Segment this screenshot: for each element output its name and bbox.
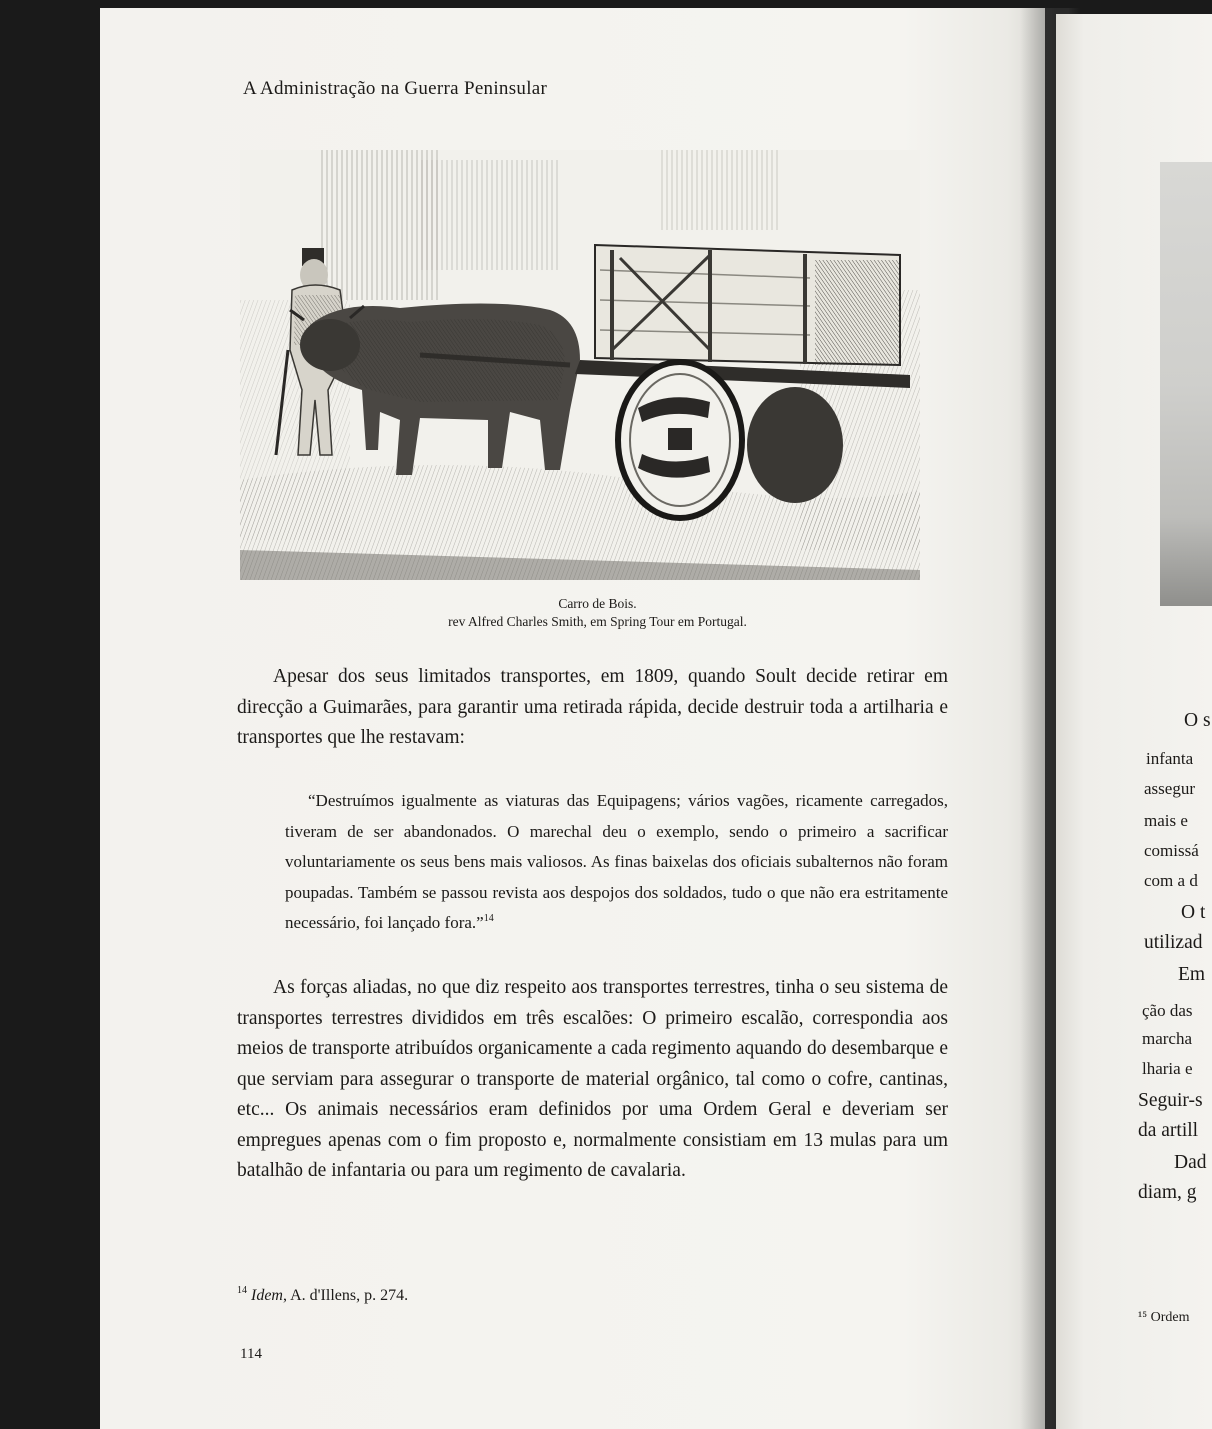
- paragraph-2-text: As forças aliadas, no que diz respeito aos transportes terrestres, tinha o seu sistema de transportes terrestres divididos em três escalões: O primeiro escalão, correspondia aos meios de transporte atribuídos organicamente a cada regimento aquando do desembarque e que serviam para assegurar o transporte de material orgânico, tal como o cofre, cantinas, etc... Os animais necessários eram definidos por uma Ordem Geral e deveriam ser empregues apenas com o fim proposto e, normalmente consistiam em 13 mulas para um batalhão de infantaria ou para um regimento de cavalaria.: [237, 977, 948, 1181]
- right-page-line: Em: [1178, 964, 1206, 985]
- right-page-line: marcha: [1142, 1029, 1193, 1048]
- right-page-line: diam, g: [1138, 1182, 1197, 1203]
- right-page-line: Seguir-s: [1138, 1090, 1203, 1111]
- paragraph-1-text: Apesar dos seus limitados transportes, em 1809, quando Soult decide retirar em direcção a Guimarães, para garantir uma retirada rápida, decide destruir toda a artilharia e transportes que lhe restavam:: [237, 666, 948, 748]
- right-page-photo: [1160, 162, 1212, 606]
- right-page-line: utilizad: [1144, 932, 1203, 953]
- block-quote: [285, 786, 948, 939]
- footnote-ref-14: 14: [483, 913, 494, 924]
- right-page-line: assegur: [1144, 779, 1195, 798]
- footnote-text: , A. d'Illens, p. 274.: [282, 1287, 409, 1304]
- paragraph-1: [237, 662, 948, 754]
- page-number: 114: [240, 1346, 262, 1362]
- right-page-line: mais e: [1144, 811, 1188, 830]
- right-page-line: O s: [1184, 710, 1211, 731]
- footnote-14: [237, 1287, 408, 1305]
- right-page-line: com a d: [1144, 871, 1198, 890]
- right-page-line: infanta: [1146, 749, 1194, 768]
- right-page: [1056, 14, 1212, 1429]
- figure-caption-title: Carro de Bois.: [558, 596, 637, 611]
- figure-caption-credit: rev Alfred Charles Smith, em Spring Tour em Portugal.: [448, 614, 747, 629]
- paragraph-2: [237, 973, 948, 1187]
- right-page-line: da artill: [1138, 1120, 1199, 1141]
- block-quote-text: “Destruímos igualmente as viaturas das Equipagens; vários vagões, ricamente carregados, tiveram de ser abandonados. O marechal deu o exemplo, sendo o primeiro a sacrificar voluntariamente os seus bens mais valiosos. As finas baixelas dos oficiais subalternos não foram poupadas. Também se passou revista aos despojos dos soldados, tudo o que não era estritamente necessário, foi lançado fora.”: [285, 791, 948, 932]
- right-page-footnote: ¹⁵ Ordem: [1138, 1310, 1190, 1325]
- right-page-line: Dad: [1174, 1152, 1207, 1173]
- footnote-italic: Idem: [251, 1287, 283, 1304]
- footnote-number: 14: [237, 1285, 247, 1296]
- running-head: A Administração na Guerra Peninsular: [243, 78, 548, 99]
- right-page-line: O t: [1181, 902, 1206, 923]
- right-page-line: comissá: [1144, 841, 1199, 860]
- right-page-line: lharia e: [1142, 1059, 1193, 1078]
- right-page-line: ção das: [1142, 1001, 1193, 1020]
- ox-cart-engraving: [240, 150, 920, 580]
